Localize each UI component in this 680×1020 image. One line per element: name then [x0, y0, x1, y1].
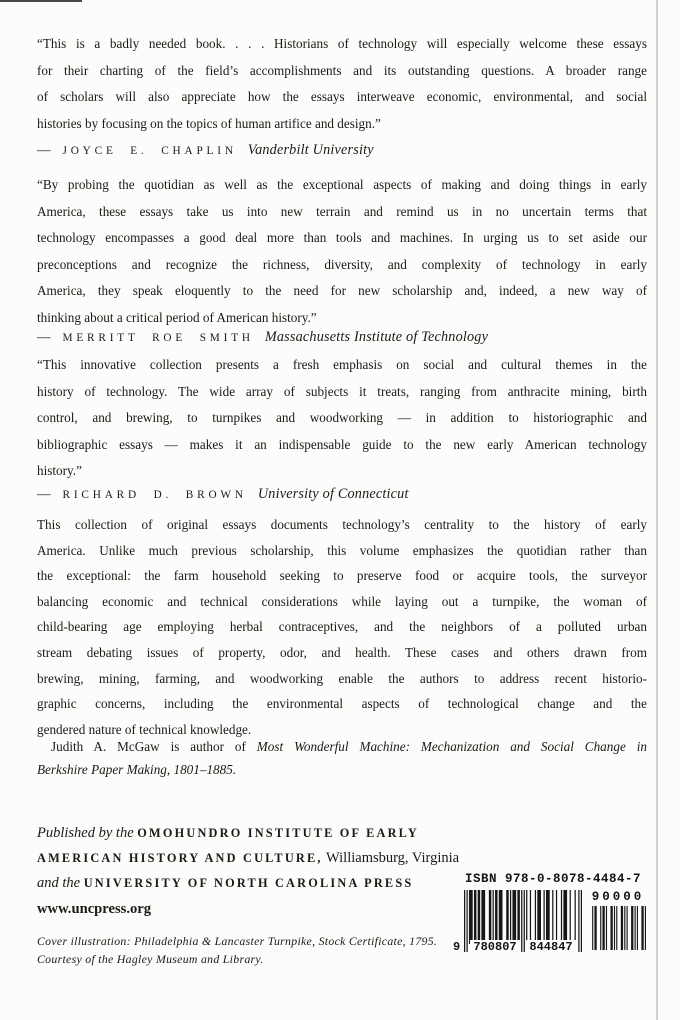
price-addon: [589, 890, 647, 950]
barcode-digit-group2: 844847: [526, 940, 576, 954]
author-note: [37, 735, 647, 782]
blurb-quote-2: [37, 172, 647, 332]
text-line: [37, 821, 649, 846]
text-line: “This innovative collection presents a fresh emphasis on social and cultural themes in the: [37, 357, 647, 372]
blurb-quote-3: [37, 352, 647, 485]
price-code: 90000: [591, 890, 645, 904]
scan-corner-artifact: [0, 0, 82, 2]
text-line: America, these essays take us into new terrain and remind us in no uncertain terms that: [37, 203, 647, 219]
text-line: [37, 735, 647, 758]
text-line: history of technology. The wide array of subjects it treats, ranging from anthracite mining, birth: [37, 383, 647, 399]
barcode-digit-lead: 9: [453, 940, 461, 954]
text-line: the exceptional: the farm household seeking to preserve food or acquire tools, the surveyor: [37, 568, 647, 584]
barcode-digit-group1: 780807: [470, 940, 520, 954]
text-line: histories by focusing on the topics of human artifice and design.”: [37, 115, 381, 131]
text-segment: OMOHUNDRO INSTITUTE OF EARLY: [137, 826, 420, 840]
attribution-dash: —: [37, 142, 52, 157]
text-line: [37, 846, 649, 871]
text-line: history.”: [37, 463, 82, 479]
reviewer-name: JOYCE E. CHAPLIN: [62, 145, 237, 157]
text-line: brewing, mining, farming, and woodworking enable the authors to address recent historio-: [37, 670, 647, 686]
attribution-dash: —: [37, 329, 52, 344]
price-addon-bars: [591, 906, 646, 950]
text-segment: Judith A. McGaw is author of: [51, 739, 257, 754]
text-line: child-bearing age employing herbal contraceptives, and the neighbors of a polluted urban: [37, 619, 647, 635]
reviewer-affiliation: University of Connecticut: [257, 486, 409, 502]
reviewer-affiliation: Vanderbilt University: [247, 142, 374, 158]
attribution-3: [37, 481, 649, 509]
ean-barcode: [453, 890, 582, 954]
barcode-block: [452, 872, 650, 954]
attribution-1: [37, 137, 649, 165]
text-segment: www.uncpress.org: [37, 900, 152, 917]
text-segment: and the: [37, 875, 84, 892]
text-line: technology encompasses a good deal more than tools and machines. In urging us to set aside our: [37, 230, 647, 246]
text-line: thinking about a critical period of American history.”: [37, 309, 317, 325]
text-line: [37, 758, 647, 781]
text-line: gendered nature of technical knowledge.: [37, 721, 252, 737]
reviewer-name: RICHARD D. BROWN: [62, 489, 247, 501]
text-line: preconceptions and recognize the richness, diversity, and complexity of technology in early: [37, 256, 647, 272]
page-edge-line: [656, 0, 658, 1020]
blurb-quote-1: [37, 31, 647, 137]
text-segment: Most Wonderful Machine: Mechanization and Social Change in: [256, 739, 647, 754]
text-segment: Williamsburg, Virginia: [322, 850, 460, 867]
text-line: Cover illustration: Philadelphia & Lancaster Turnpike, Stock Certificate, 1795.: [37, 934, 438, 948]
barcode-digits: [453, 940, 582, 954]
reviewer-affiliation: Massachusetts Institute of Technology: [264, 329, 489, 345]
text-line: bibliographic essays — makes it an indispensable guide to the new early American technology: [37, 436, 647, 452]
reviewer-name: MERRITT ROE SMITH: [62, 332, 254, 344]
text-segment: AMERICAN HISTORY AND CULTURE,: [37, 851, 323, 866]
text-segment: Published by the: [37, 825, 138, 841]
book-description: [37, 512, 647, 742]
attribution-dash: —: [37, 486, 52, 501]
text-line: for their charting of the field’s accomplishments and its outstanding questions. A broader range: [37, 62, 647, 78]
text-line: control, and brewing, to turnpikes and woodworking — in addition to historiographic and: [37, 410, 647, 426]
text-segment: Berkshire Paper Making, 1801–1885.: [37, 762, 237, 778]
text-segment: UNIVERSITY OF NORTH CAROLINA PRESS: [83, 876, 414, 891]
text-line: America. Unlike much previous scholarship, this volume emphasizes the quotidian rather than: [37, 542, 647, 558]
text-line: of scholars will also appreciate how the essays interweave economic, environmental, and social: [37, 89, 647, 105]
isbn-label: ISBN 978-0-8078-4484-7: [464, 872, 642, 886]
text-line: This collection of original essays documents technology’s centrality to the history of early: [37, 517, 647, 532]
text-line: graphic concerns, including the environmental aspects of technological change and the: [37, 696, 647, 712]
text-line: “This is a badly needed book. . . . Historians of technology will especially welcome these essays: [37, 36, 647, 51]
cover-illustration-credit: [37, 933, 467, 968]
text-line: balancing economic and technical considerations while laying out a turnpike, the woman of: [37, 593, 647, 609]
text-line: America, they speak eloquently to the need for new scholarship and, indeed, a new way of: [37, 283, 647, 299]
text-line: Courtesy of the Hagley Museum and Library.: [37, 951, 264, 966]
attribution-2: [37, 324, 649, 352]
text-line: “By probing the quotidian as well as the exceptional aspects of making and doing things in early: [37, 177, 647, 192]
text-line: stream debating issues of property, odor, and health. These cases and others drawn from: [37, 644, 647, 660]
